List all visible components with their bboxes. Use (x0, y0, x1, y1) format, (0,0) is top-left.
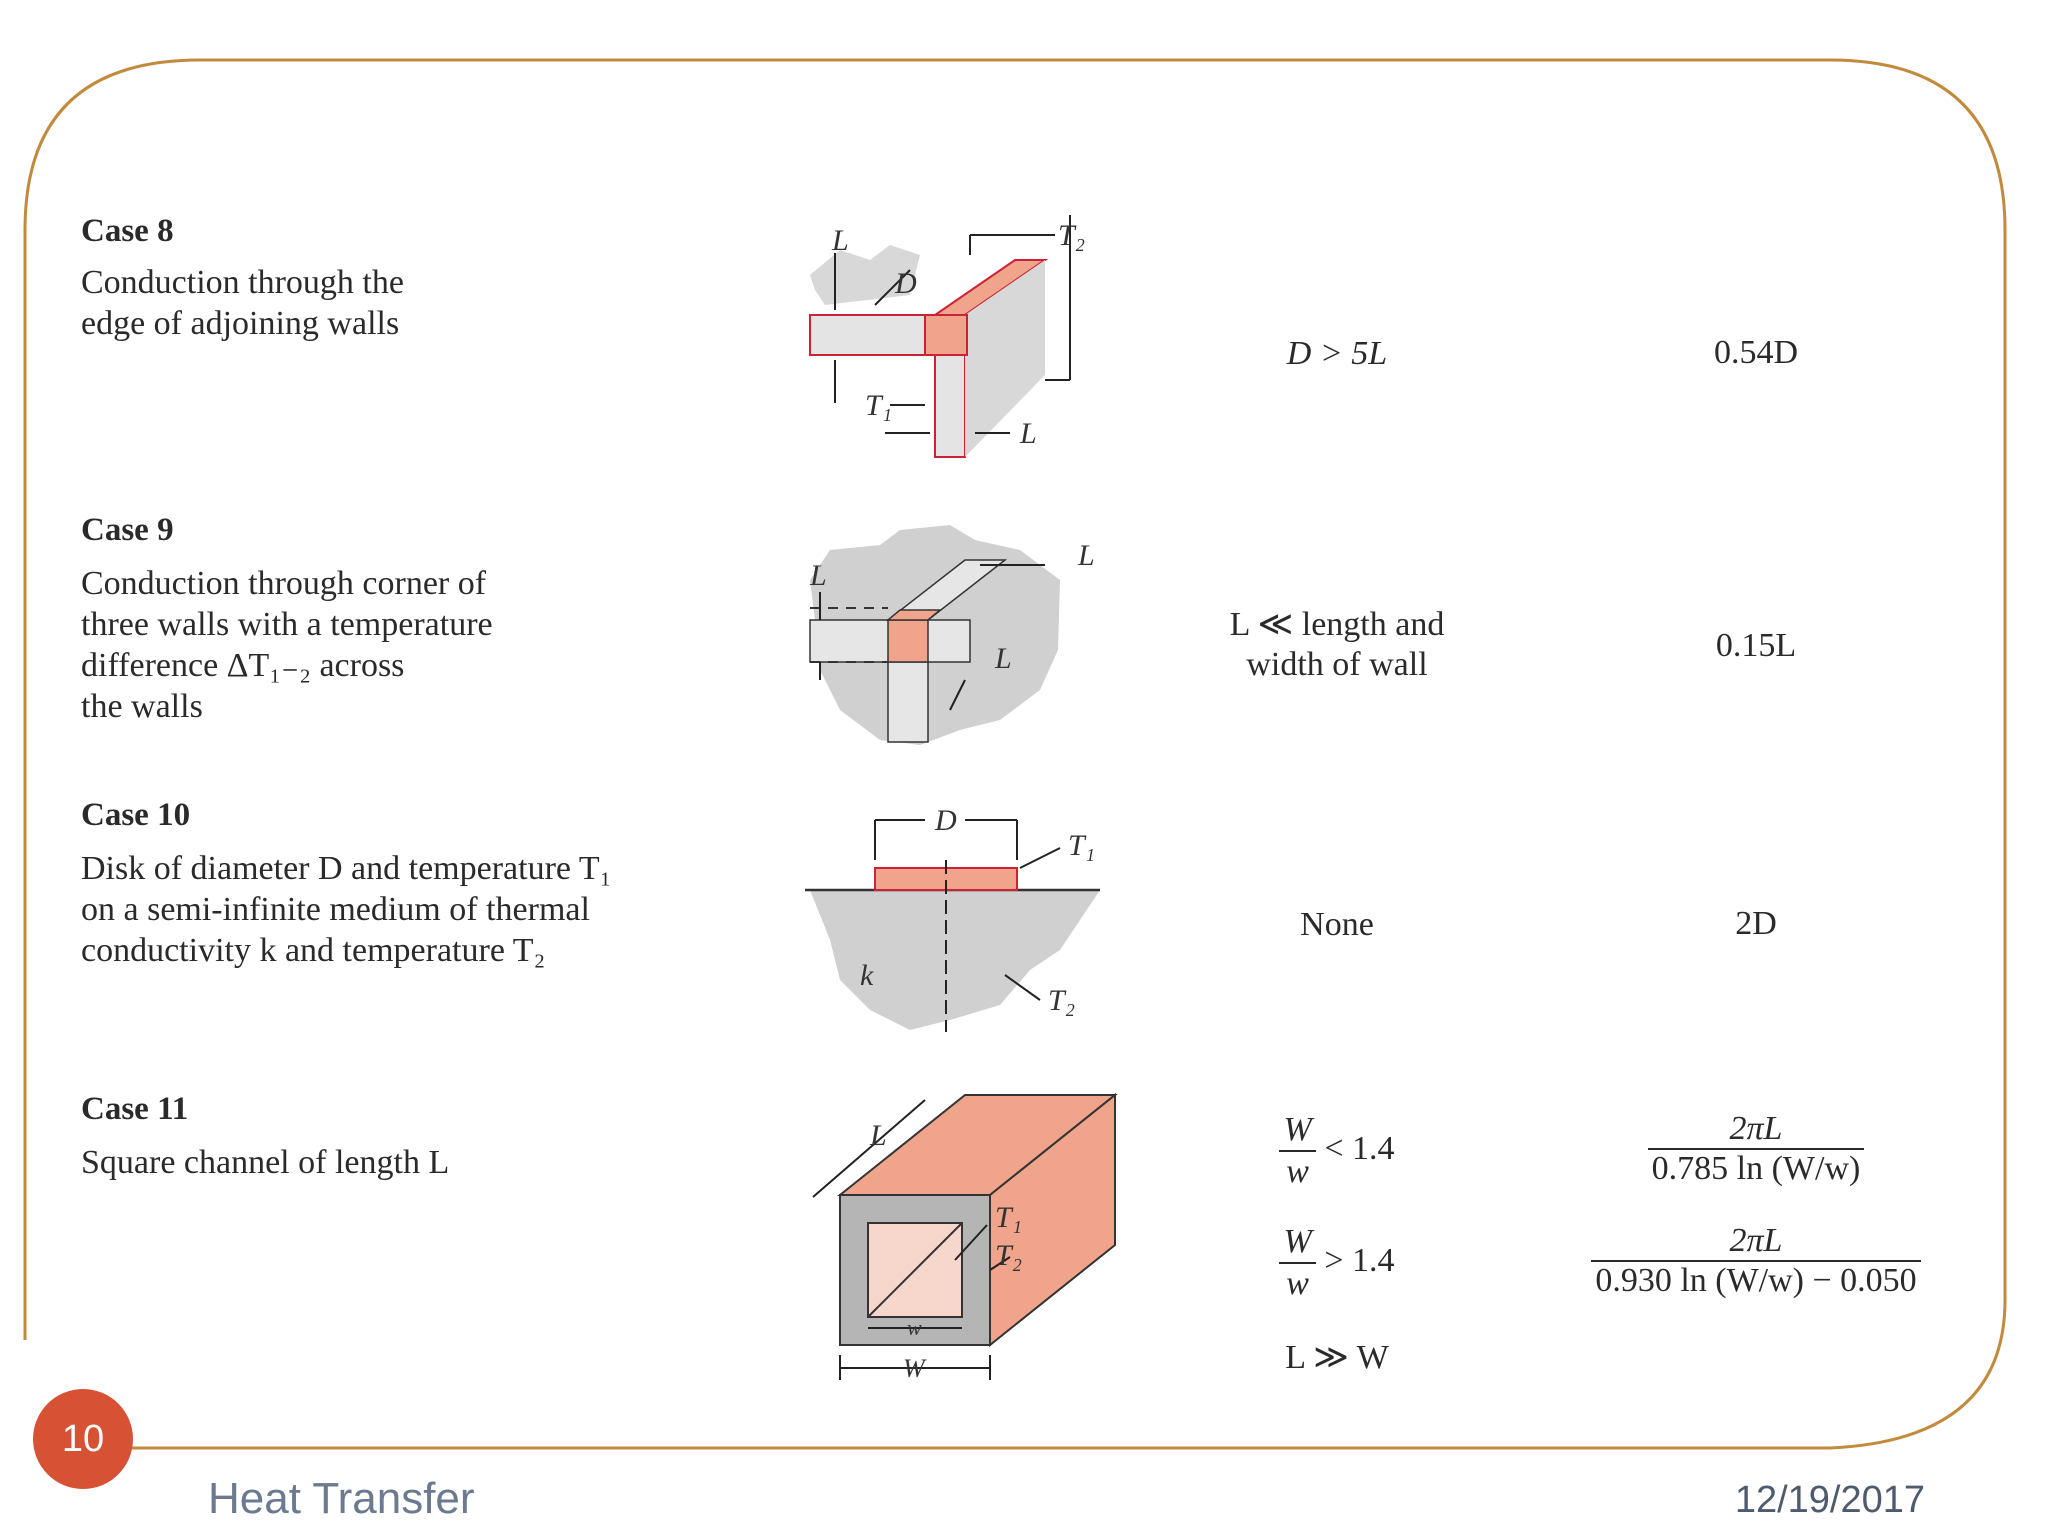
case-9-desc-line: Conduction through corner of (81, 565, 487, 602)
case-8-label-D: D (895, 267, 917, 300)
case-8-desc-line: edge of adjoining walls (81, 305, 400, 342)
case-11-condition-3 (1157, 1338, 1517, 1378)
case-10-desc-line: on a semi-infinite medium of thermal (81, 891, 590, 928)
footer-title: Heat Transfer (208, 1474, 475, 1523)
case-10-desc-line: conductivity k and temperature T₂ (81, 932, 546, 969)
case-8-label-L-bottom: L (1020, 417, 1037, 450)
case-10-label-D: D (935, 804, 957, 837)
case-8-formula-text: 0.54D (1713, 334, 1799, 371)
case-11-title: Case 11 (81, 1091, 189, 1127)
case-11-formula-2 (1546, 1222, 1966, 1300)
case-10-figure (800, 800, 1120, 1040)
case-11-ratio (1279, 1222, 1315, 1304)
case-9-condition-line: width of wall (1246, 646, 1428, 683)
case-9-description (81, 563, 701, 727)
case-9-condition-line: L ≪ length and (1229, 606, 1445, 643)
case-9-title: Case 9 (81, 512, 174, 548)
case-11-condition-text: L ≫ W (1285, 1339, 1389, 1376)
case-9-label-L-right: L (1078, 539, 1095, 572)
case-11-condition-2 (1157, 1222, 1517, 1304)
case-10-formula-text: 2D (1735, 905, 1777, 942)
case-10-condition-text: None (1300, 906, 1374, 943)
case-10-label-T2: T₂ (1048, 984, 1076, 1017)
case-9-condition (1157, 605, 1517, 685)
case-11-relation: < 1.4 (1324, 1129, 1395, 1167)
case-9-label-L-mid: L (995, 642, 1012, 675)
case-8-description (81, 262, 701, 344)
case-9-figure (800, 520, 1120, 760)
case-11-relation: > 1.4 (1324, 1241, 1395, 1279)
case-11-formula-1 (1546, 1110, 1966, 1188)
formula-numerator: 2πL (1591, 1222, 1920, 1262)
case-11-desc-line: Square channel of length L (81, 1144, 450, 1181)
case-10-formula (1546, 905, 1966, 943)
case-9-formula (1546, 627, 1966, 665)
case-8-label-T1: T₁ (865, 389, 893, 422)
case-9-label-L-left: L (810, 559, 827, 592)
case-8-condition-text: D > 5L (1286, 335, 1388, 372)
formula-numerator: 2πL (1648, 1110, 1865, 1150)
case-9-desc-line: three walls with a temperature (81, 606, 493, 643)
case-11-label-T2: T₂ (995, 1239, 1023, 1272)
formula-fraction (1648, 1110, 1865, 1188)
ratio-numerator: W (1279, 1110, 1315, 1152)
ratio-denominator: w (1286, 1265, 1309, 1302)
case-11-condition-1 (1157, 1110, 1517, 1192)
case-8-figure (800, 215, 1120, 465)
case-11-description (81, 1142, 701, 1183)
case-8-title: Case 8 (81, 213, 174, 249)
case-10-description (81, 848, 701, 971)
case-11-ratio (1279, 1110, 1315, 1192)
ratio-denominator: w (1286, 1153, 1309, 1190)
formula-denominator: 0.930 ln (W/w) − 0.050 (1595, 1262, 1917, 1299)
case-10-desc-line: Disk of diameter D and temperature T₁ (81, 850, 612, 887)
case-9-desc-line: difference ΔT₁₋₂ across (81, 647, 405, 684)
case-8-label-T2: T₂ (1058, 219, 1086, 252)
case-9-formula-text: 0.15L (1715, 627, 1797, 664)
formula-fraction (1591, 1222, 1920, 1300)
footer-date: 12/19/2017 (1734, 1479, 1925, 1521)
case-11-label-T1: T₁ (995, 1201, 1023, 1234)
case-11-label-L: L (870, 1119, 887, 1152)
case-10-condition (1157, 905, 1517, 945)
case-11-label-W: W (903, 1354, 925, 1383)
case-10-label-k: k (860, 959, 874, 992)
ratio-numerator: W (1279, 1222, 1315, 1264)
page-number-badge: 10 (33, 1389, 133, 1489)
formula-denominator: 0.785 ln (W/w) (1651, 1150, 1861, 1187)
case-8-formula (1546, 334, 1966, 372)
case-11-label-w: w (907, 1315, 922, 1340)
case-8-condition (1157, 334, 1517, 374)
case-10-label-T1: T₁ (1068, 829, 1096, 862)
case-11-figure (795, 1085, 1125, 1390)
case-9-desc-line: the walls (81, 688, 203, 725)
case-10-title: Case 10 (81, 797, 191, 833)
case-8-desc-line: Conduction through the (81, 264, 404, 301)
case-8-label-L: L (832, 224, 849, 257)
